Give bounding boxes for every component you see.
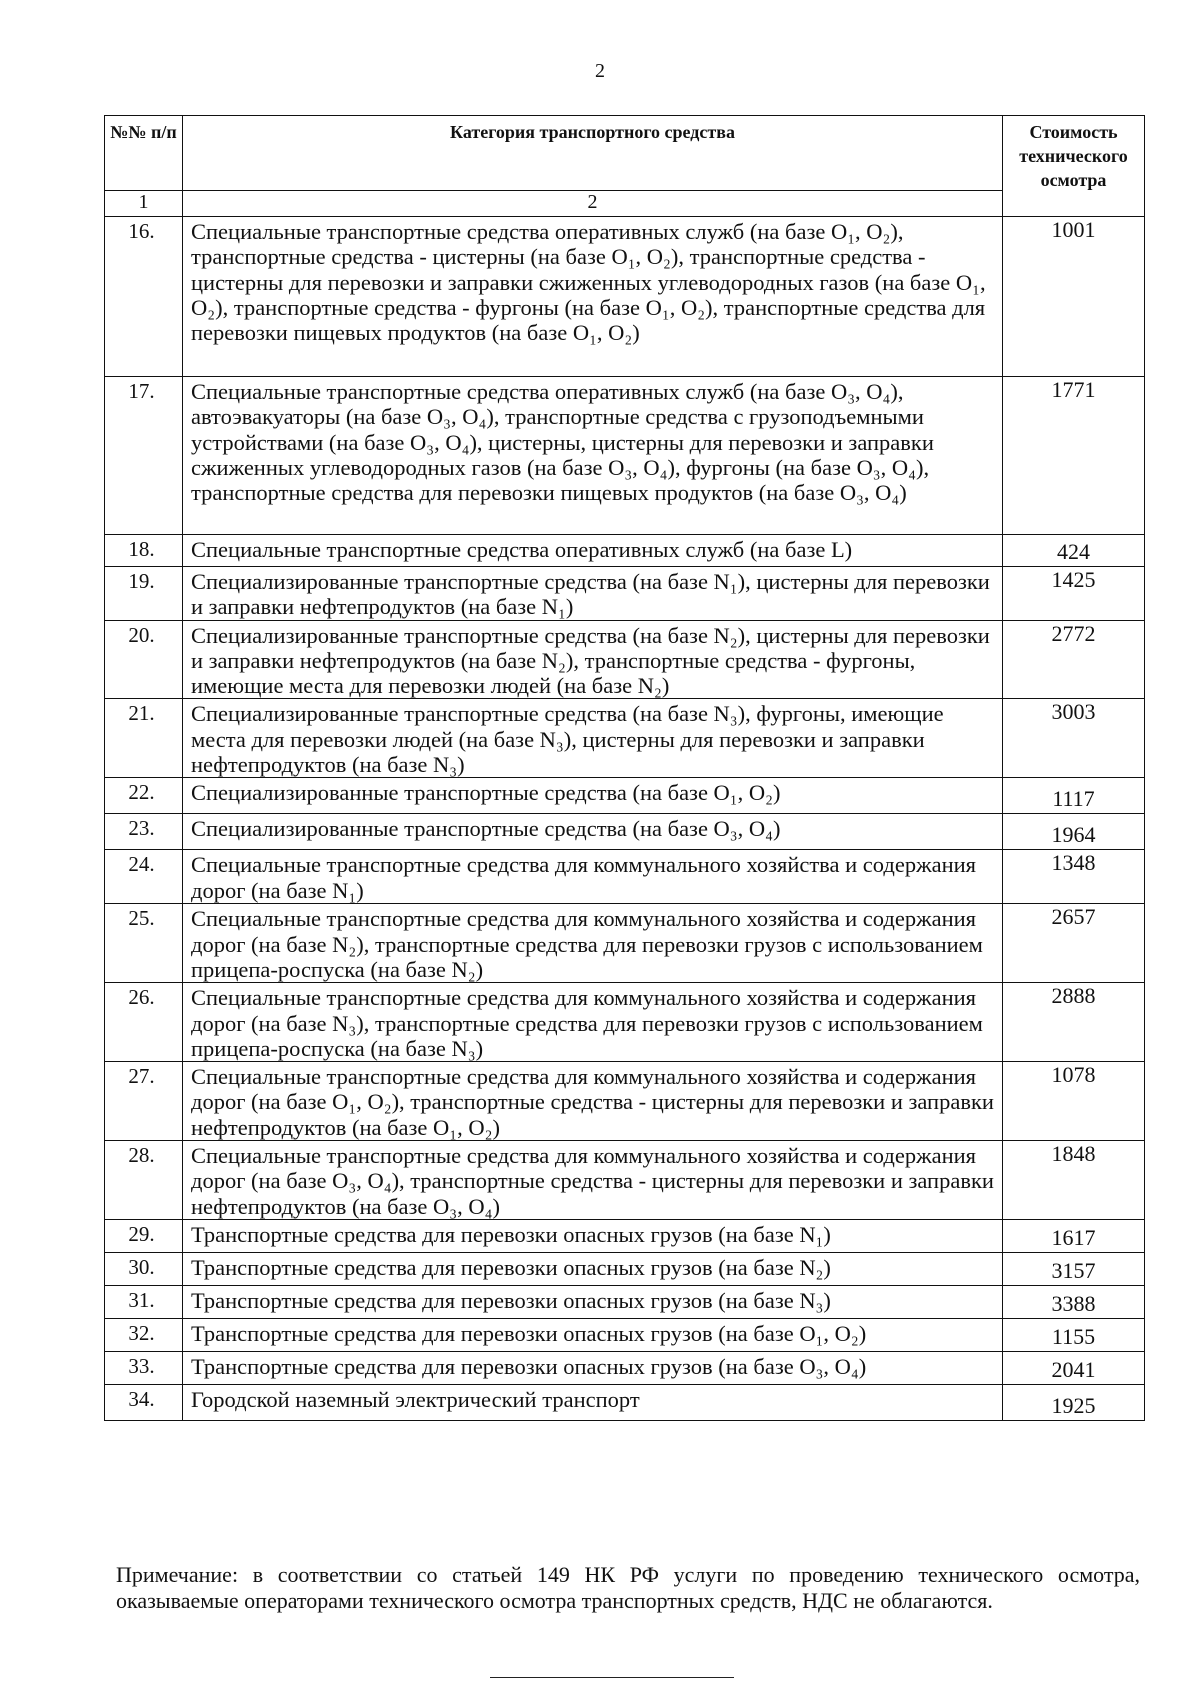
table-row — [105, 778, 1145, 814]
inspection-cost: 2657 — [1003, 904, 1145, 983]
inspection-cost: 1425 — [1003, 567, 1145, 621]
vehicle-category: Специальные транспортные средства для коммунального хозяйства и содержания дорог (на базе N₃), транспортные средства для перевозки грузов с использованием прицепа-роспуска (на базе N₃) — [183, 983, 1003, 1062]
row-number: 19. — [105, 567, 183, 621]
row-number: 26. — [105, 983, 183, 1062]
inspection-cost: 1078 — [1003, 1062, 1145, 1141]
page-number: 2 — [595, 60, 605, 82]
vehicle-category: Специальные транспортные средства оперативных служб (на базе O₃, O₄), автоэвакуаторы (на базе O₃, O₄), транспортные средства с грузоподъемными устройствами (на базе O₃, O₄), цистерны, цистерны для перевозки и заправки сжиженных углеводородных газов (на базе O₃, O₄), фургоны (на базе O₃, O₄), транспортные средства для перевозки пищевых продуктов (на базе O₃, O₄) — [183, 377, 1003, 535]
row-number: 22. — [105, 778, 183, 814]
vehicle-category: Специальные транспортные средства для коммунального хозяйства и содержания дорог (на базе O₁, O₂), транспортные средства - цистерны для перевозки и заправки нефтепродуктов (на базе O₁, O₂) — [183, 1062, 1003, 1141]
row-number: 24. — [105, 850, 183, 904]
vehicle-category: Специализированные транспортные средства (на базе N₃), фургоны, имеющие места для перевозки людей (на базе N₃), цистерны для перевозки и заправки нефтепродуктов (на базе N₃) — [183, 699, 1003, 778]
footnote: Примечание: в соответствии со статьей 149 НК РФ услуги по проведению технического осмотра, оказываемые операторами технического осмотра транспортных средств, НДС не облагаются. — [116, 1562, 1140, 1613]
table-row — [105, 699, 1145, 778]
vehicle-category: Специальные транспортные средства для коммунального хозяйства и содержания дорог (на базе O₃, O₄), транспортные средства - цистерны для перевозки и заправки нефтепродуктов (на базе O₃, O₄) — [183, 1141, 1003, 1220]
table-row — [105, 983, 1145, 1062]
row-number: 27. — [105, 1062, 183, 1141]
table-row — [105, 377, 1145, 535]
inspection-cost: 1001 — [1003, 217, 1145, 377]
vehicle-category: Транспортные средства для перевозки опасных грузов (на базе O₃, O₄) — [183, 1351, 1003, 1384]
vehicle-category: Специализированные транспортные средства (на базе N₁), цистерны для перевозки и заправки нефтепродуктов (на базе N₁) — [183, 567, 1003, 621]
inspection-cost: 1117 — [1003, 778, 1145, 814]
header-category: Категория транспортного средства — [183, 116, 1003, 191]
inspection-cost: 424 — [1003, 535, 1145, 567]
header-cost: Стоимость технического осмотра — [1003, 116, 1145, 217]
inspection-cost: 2772 — [1003, 620, 1145, 699]
table-row — [105, 1285, 1145, 1318]
vehicle-category: Специальные транспортные средства для коммунального хозяйства и содержания дорог (на базе N₂), транспортные средства для перевозки грузов с использованием прицепа-роспуска (на базе N₂) — [183, 904, 1003, 983]
row-number: 23. — [105, 814, 183, 850]
table-row — [105, 1062, 1145, 1141]
table-row — [105, 1141, 1145, 1220]
row-number: 17. — [105, 377, 183, 535]
vehicle-category: Специальные транспортные средства оперативных служб (на базе O₁, O₂), транспортные средства - цистерны (на базе O₁, O₂), транспортные средства - цистерны для перевозки и заправки сжиженных углеводородных газов (на базе O₁, O₂), транспортные средства - фургоны (на базе O₁, O₂), транспортные средства для перевозки пищевых продуктов (на базе O₁, O₂) — [183, 217, 1003, 377]
table-row — [105, 1351, 1145, 1384]
header-num: №№ п/п — [105, 116, 183, 191]
row-number: 30. — [105, 1252, 183, 1285]
row-number: 31. — [105, 1285, 183, 1318]
table-row — [105, 814, 1145, 850]
inspection-cost: 3003 — [1003, 699, 1145, 778]
vehicle-category: Транспортные средства для перевозки опасных грузов (на базе N₁) — [183, 1219, 1003, 1252]
column-number-2: 2 — [183, 191, 1003, 217]
row-number: 16. — [105, 217, 183, 377]
inspection-cost: 1155 — [1003, 1318, 1145, 1351]
inspection-cost: 1848 — [1003, 1141, 1145, 1220]
table-row — [105, 535, 1145, 567]
table-row — [105, 567, 1145, 621]
table-row — [105, 904, 1145, 983]
vehicle-category: Городской наземный электрический транспорт — [183, 1384, 1003, 1420]
inspection-cost: 1925 — [1003, 1384, 1145, 1420]
inspection-cost: 2888 — [1003, 983, 1145, 1062]
row-number: 33. — [105, 1351, 183, 1384]
table-row — [105, 1219, 1145, 1252]
vehicle-category: Транспортные средства для перевозки опасных грузов (на базе N₂) — [183, 1252, 1003, 1285]
table-row — [105, 217, 1145, 377]
row-number: 20. — [105, 620, 183, 699]
inspection-cost: 1964 — [1003, 814, 1145, 850]
row-number: 25. — [105, 904, 183, 983]
row-number: 28. — [105, 1141, 183, 1220]
vehicle-category: Специальные транспортные средства для коммунального хозяйства и содержания дорог (на базе N₁) — [183, 850, 1003, 904]
table-row — [105, 850, 1145, 904]
vehicle-category: Специализированные транспортные средства (на базе N₂), цистерны для перевозки и заправки нефтепродуктов (на базе N₂), транспортные средства - фургоны, имеющие места для перевозки людей (на базе N₂) — [183, 620, 1003, 699]
vehicle-category: Транспортные средства для перевозки опасных грузов (на базе O₁, O₂) — [183, 1318, 1003, 1351]
vehicle-category: Специализированные транспортные средства (на базе O₃, O₄) — [183, 814, 1003, 850]
inspection-cost: 1617 — [1003, 1219, 1145, 1252]
row-number: 21. — [105, 699, 183, 778]
inspection-cost: 3157 — [1003, 1252, 1145, 1285]
column-number-1: 1 — [105, 191, 183, 217]
row-number: 29. — [105, 1219, 183, 1252]
vehicle-category: Транспортные средства для перевозки опасных грузов (на базе N₃) — [183, 1285, 1003, 1318]
row-number: 18. — [105, 535, 183, 567]
inspection-cost-table — [104, 115, 1145, 1421]
vehicle-category: Специальные транспортные средства оперативных служб (на базе L) — [183, 535, 1003, 567]
vehicle-category: Специализированные транспортные средства (на базе O₁, O₂) — [183, 778, 1003, 814]
table-row — [105, 1252, 1145, 1285]
row-number: 32. — [105, 1318, 183, 1351]
table-row — [105, 620, 1145, 699]
inspection-cost: 2041 — [1003, 1351, 1145, 1384]
inspection-cost: 1771 — [1003, 377, 1145, 535]
table-row — [105, 1384, 1145, 1420]
footer-divider — [490, 1677, 734, 1678]
inspection-cost: 3388 — [1003, 1285, 1145, 1318]
inspection-cost: 1348 — [1003, 850, 1145, 904]
row-number: 34. — [105, 1384, 183, 1420]
table-row — [105, 1318, 1145, 1351]
